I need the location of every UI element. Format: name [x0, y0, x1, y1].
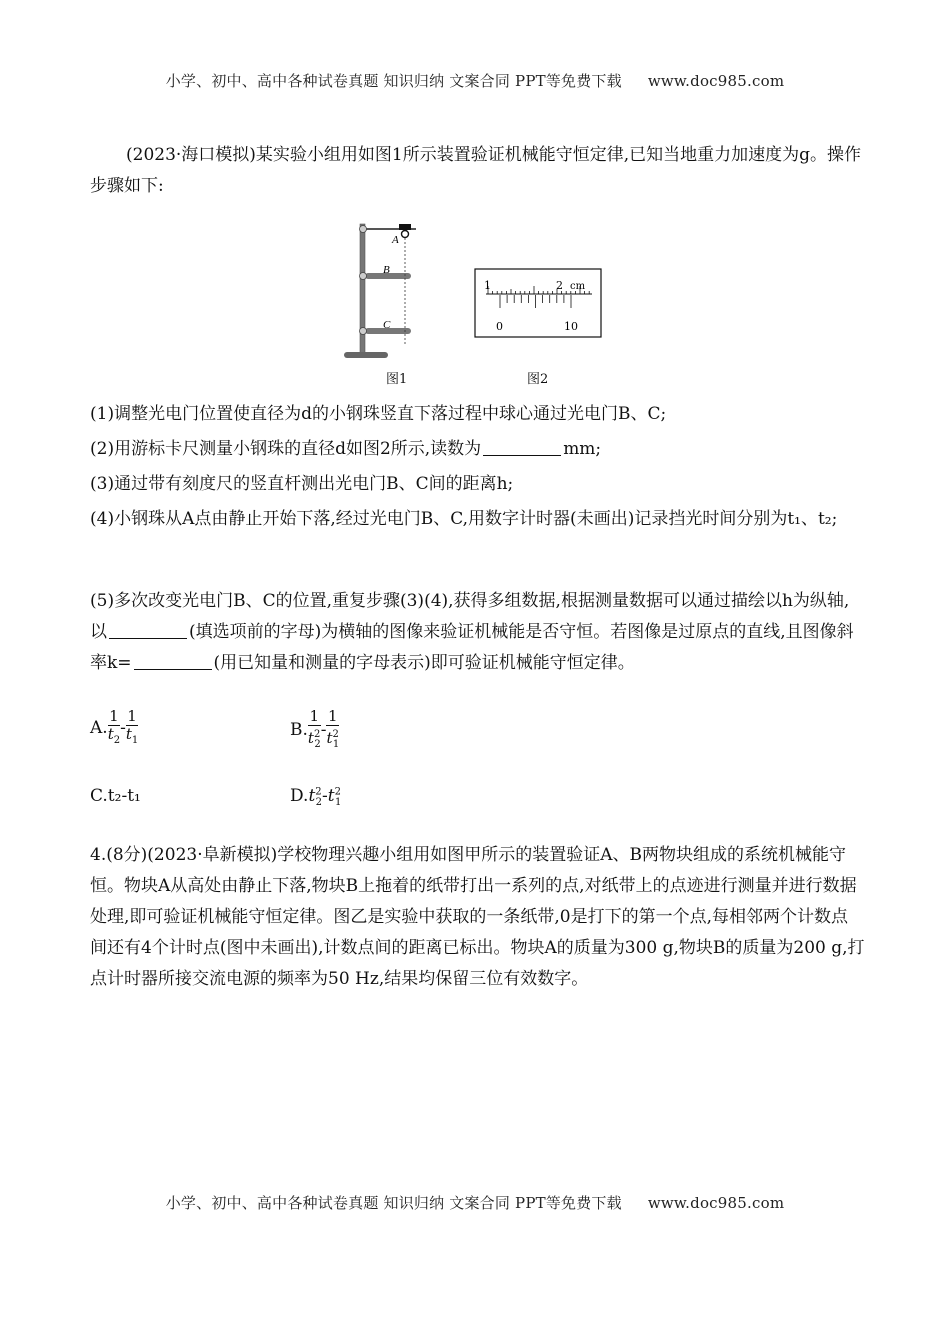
figure-1-caption: 图1 [386, 372, 408, 387]
q3-intro: (2023·海口模拟)某实验小组用如图1所示装置验证机械能守恒定律,已知当地重力加速度为g。操作步骤如下: [90, 145, 862, 196]
q3-step-2-unit: mm; [563, 439, 602, 459]
q3-step-3: (3)通过带有刻度尺的竖直杆测出光电门B、C间的距离h; [90, 474, 514, 494]
answer-blank-axis[interactable] [109, 620, 187, 639]
q3-step-2 [90, 434, 865, 465]
q4-text: 4.(8分)(2023·阜新模拟)学校物理兴趣小组用如图甲所示的装置验证A、B两物块组成的系统机械能守恒。物块A从高处由静止下落,物块B上拖着的纸带打出一系列的点,对纸带上的点迹进行测量并进行数据处理,即可验证机械能守恒定律。图乙是实验中获取的一条纸带,0是打下的第一个点,每相邻两个计数点间还有4个计时点(图中未画出),计数点间的距离已标出。物块A的质量为300 g,物块B的质量为200 g,打点计时器所接交流电源的频率为50 Hz,结果均保留三位有效数字。 [90, 845, 865, 989]
page-header [0, 70, 950, 91]
figure-2-caliper [474, 268, 602, 338]
option-a-letter: A. [90, 718, 108, 738]
option-d[interactable]: $D.t^2_2-t^2_1$ [290, 786, 342, 809]
fig1-label-c: C [383, 319, 391, 331]
caliper-unit: cm [570, 281, 586, 292]
footer-text: 小学、初中、高中各种试卷真题 知识归纳 文案合同 PPT等免费下载 [165, 1194, 622, 1212]
fig1-label-a: A [392, 234, 399, 246]
option-a[interactable]: A. $\frac{1}{t_2}$ - $\frac{1}{t_1}$ [90, 707, 139, 746]
caliper-vernier-0: 0 [496, 320, 503, 333]
option-c[interactable]: C.t₂-t₁ [90, 786, 141, 806]
footer-site: www.doc985.com [647, 1194, 785, 1212]
caliper-vernier-10: 10 [564, 320, 578, 333]
q3-step-4: (4)小钢珠从A点由静止开始下落,经过光电门B、C,用数字计时器(未画出)记录挡光时间分别为t₁、t₂; [90, 509, 838, 529]
answer-blank-slope[interactable] [134, 651, 212, 670]
header-text: 小学、初中、高中各种试卷真题 知识归纳 文案合同 PPT等免费下载 [165, 72, 622, 90]
option-b-letter: B. [290, 720, 308, 740]
figure-1-apparatus [338, 218, 428, 366]
header-site: www.doc985.com [647, 72, 785, 90]
page-footer [0, 1192, 950, 1213]
caliper-main-2: 2 [556, 279, 563, 292]
caliper-main-1: 1 [484, 279, 491, 292]
q3-step-5-text-b: (填选项前的字母)为横轴的图像来验证机械能是否守恒。若图像是过原点的直线,且图像斜率k= [90, 622, 854, 673]
q3-step-2-text: (2)用游标卡尺测量小钢珠的直径d如图2所示,读数为 [90, 439, 482, 459]
q3-step-1: (1)调整光电门位置使直径为d的小钢珠竖直下落过程中球心通过光电门B、C; [90, 404, 667, 424]
figure-2-caption: 图2 [527, 372, 549, 387]
q3-step-5-text-c: (用已知量和测量的字母表示)即可验证机械能守恒定律。 [213, 653, 635, 673]
q3-step-5 [90, 586, 865, 679]
answer-blank-diameter[interactable] [483, 437, 561, 456]
option-d-letter: D. [290, 786, 309, 806]
q3-step-5-text-a: (5)多次改变光电门B、C的位置,重复步骤(3)(4),获得多组数据,根据测量数据可以通过描绘以h为纵轴,以 [90, 591, 850, 642]
fig1-label-b: B [383, 264, 390, 276]
option-b[interactable]: B. $\frac{1}{t^2_2}$ - $\frac{1}{t^2_1}$ [290, 707, 340, 750]
